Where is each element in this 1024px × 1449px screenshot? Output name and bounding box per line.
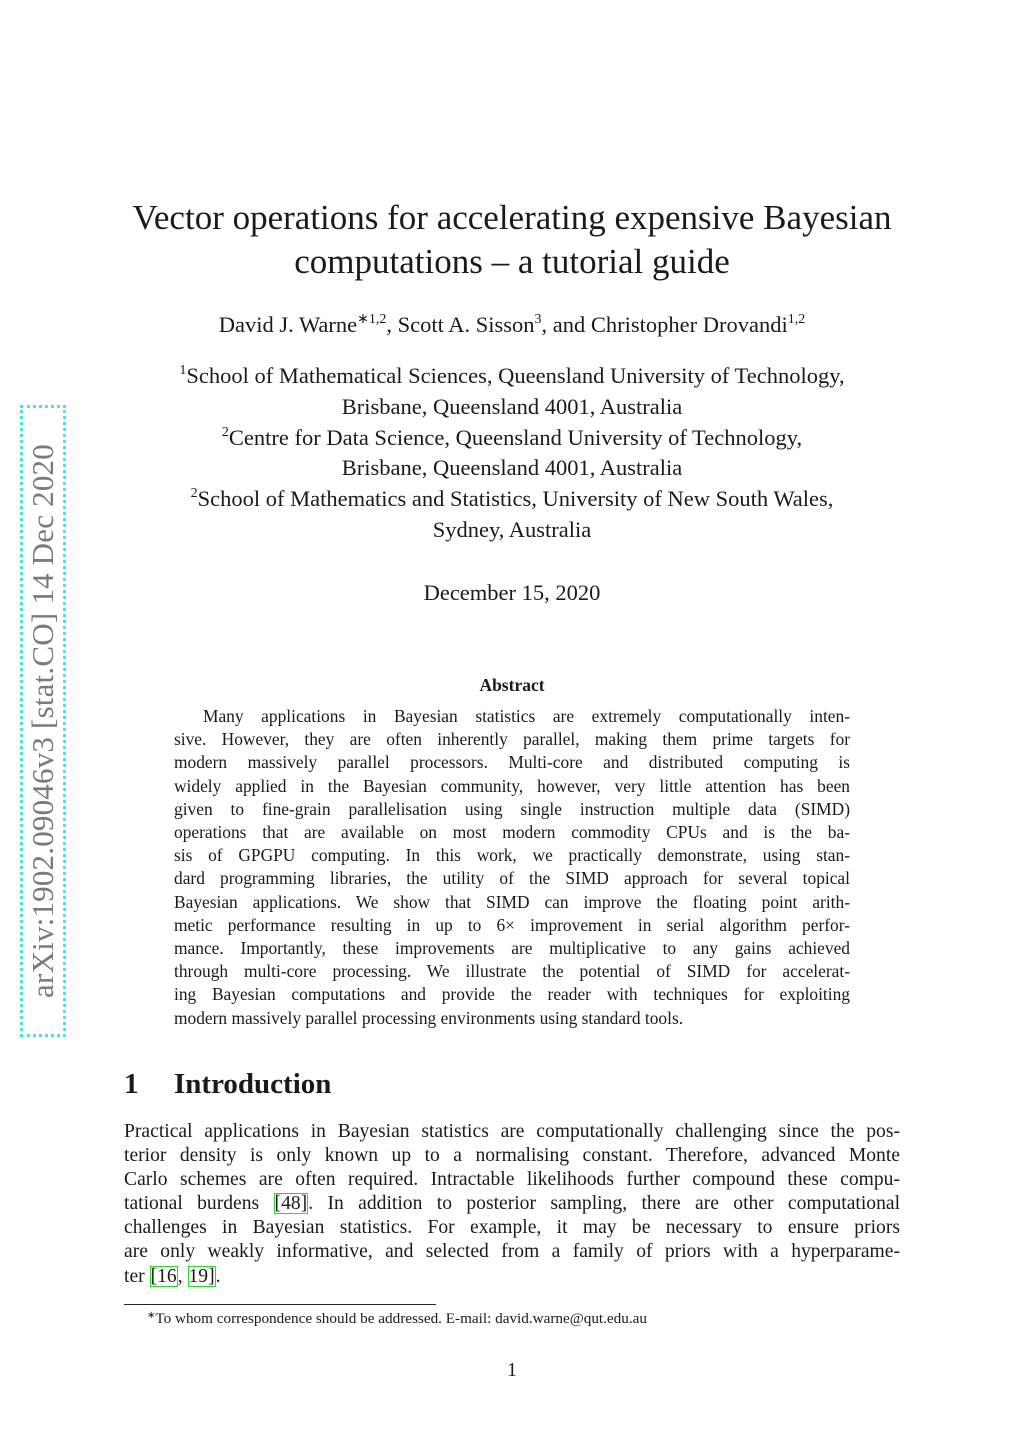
- intro-line: [124, 1265, 900, 1289]
- abstract-line: through multi-core processing. We illustrate the potential of SIMD for accelerat-: [174, 961, 850, 982]
- affiliation-line: Brisbane, Queensland 4001, Australia: [341, 455, 683, 481]
- section-heading: [124, 1065, 331, 1103]
- author-name: , Scott A. Sisson: [386, 312, 535, 337]
- intro-line: [124, 1192, 900, 1216]
- author-list: [110, 310, 914, 340]
- citation-link-16[interactable]: [16: [150, 1265, 177, 1287]
- author-name: , and Christopher Drovandi: [541, 312, 788, 337]
- abstract-line: mance. Importantly, these improvements are multiplicative to any gains achieved: [174, 938, 850, 959]
- abstract-heading: Abstract: [479, 675, 545, 695]
- affiliation-text: School of Mathematics and Statistics, University of New South Wales,: [197, 486, 834, 512]
- introduction-paragraph: [124, 1120, 900, 1289]
- abstract-line: widely applied in the Bayesian community, however, very little attention has been: [174, 775, 850, 796]
- author-affiliation-mark: ∗1,2: [357, 312, 387, 327]
- affiliation-line: Brisbane, Queensland 4001, Australia: [341, 393, 683, 419]
- footnote-text: To whom correspondence should be addressed. E-mail: david.warne@qut.edu.au: [155, 1310, 647, 1327]
- abstract-line: given to fine-grain parallelisation using single instruction multiple data (SIMD): [174, 798, 850, 819]
- abstract-line: Many applications in Bayesian statistics are extremely computationally inten-: [203, 706, 850, 726]
- affiliation-number: 2: [221, 424, 229, 440]
- arxiv-identifier-stamp[interactable]: [20, 405, 66, 1037]
- abstract-line: ing Bayesian computations and provide the reader with techniques for exploiting: [174, 984, 850, 1005]
- affiliation-line: [110, 423, 914, 454]
- intro-line: terior density is only known up to a normalising constant. Therefore, advanced Monte: [124, 1145, 900, 1167]
- abstract-line: Bayesian applications. We show that SIMD can improve the floating point arith-: [174, 891, 850, 912]
- intro-line: are only weakly informative, and selected from a family of priors with a hyperparame-: [124, 1241, 900, 1263]
- citation-link-19[interactable]: 19]: [188, 1265, 215, 1287]
- affiliation-list: [110, 361, 914, 546]
- citation-link-48[interactable]: [48]: [274, 1193, 308, 1215]
- intro-text: ter: [124, 1265, 150, 1287]
- section-title: Introduction: [174, 1068, 332, 1100]
- abstract-line: dard programming libraries, the utility of the SIMD approach for several topical: [174, 868, 850, 889]
- intro-text: . In addition to posterior sampling, there are other computational: [308, 1193, 901, 1215]
- author-affiliation-mark: 1,2: [787, 312, 806, 327]
- author-name: David J. Warne: [218, 312, 358, 337]
- footnote: [147, 1309, 647, 1329]
- intro-line: challenges in Bayesian statistics. For example, it may be necessary to ensure priors: [124, 1217, 900, 1239]
- intro-line: Carlo schemes are often required. Intractable likelihoods further compound these compu-: [124, 1169, 900, 1191]
- affiliation-text: Centre for Data Science, Queensland University of Technology,: [228, 424, 803, 450]
- abstract-line: sis of GPGPU computing. In this work, we practically demonstrate, using stan-: [174, 845, 850, 866]
- intro-text: .: [215, 1265, 221, 1287]
- footnote-divider: [124, 1304, 436, 1305]
- arxiv-identifier-text: arXiv:1902.09046v3 [stat.CO] 14 Dec 2020: [25, 444, 60, 998]
- abstract-line: sive. However, they are often inherently parallel, making them prime targets for: [174, 729, 850, 750]
- affiliation-line: [110, 484, 914, 515]
- affiliation-line: Sydney, Australia: [432, 516, 592, 542]
- affiliation-number: 2: [190, 486, 198, 502]
- intro-line: Practical applications in Bayesian statistics are computationally challenging since the pos-: [124, 1121, 900, 1142]
- section-number: 1: [124, 1068, 139, 1100]
- title-line-1: Vector operations for accelerating expensive Bayesian: [132, 198, 892, 237]
- abstract-line: modern massively parallel processors. Multi-core and distributed computing is: [174, 752, 850, 773]
- intro-text: tational burdens: [124, 1193, 274, 1215]
- abstract-line: modern massively parallel processing environments using standard tools.: [174, 1007, 684, 1028]
- footnote-mark: ∗: [147, 1310, 156, 1321]
- title-line-2: computations – a tutorial guide: [294, 242, 730, 281]
- page-number: 1: [507, 1360, 517, 1381]
- affiliation-number: 1: [179, 363, 187, 378]
- affiliation-text: School of Mathematical Sciences, Queensland University of Technology,: [186, 363, 845, 388]
- affiliation-line: [110, 361, 914, 392]
- paper-title: [110, 196, 914, 284]
- citation-separator: ,: [177, 1265, 188, 1287]
- author-affiliation-mark: 3: [534, 312, 542, 327]
- abstract-line: metic performance resulting in up to 6× improvement in serial algorithm perfor-: [174, 914, 850, 935]
- publication-date: December 15, 2020: [423, 580, 601, 605]
- abstract-body: [174, 705, 850, 1030]
- abstract-line: operations that are available on most modern commodity CPUs and is the ba-: [174, 822, 850, 843]
